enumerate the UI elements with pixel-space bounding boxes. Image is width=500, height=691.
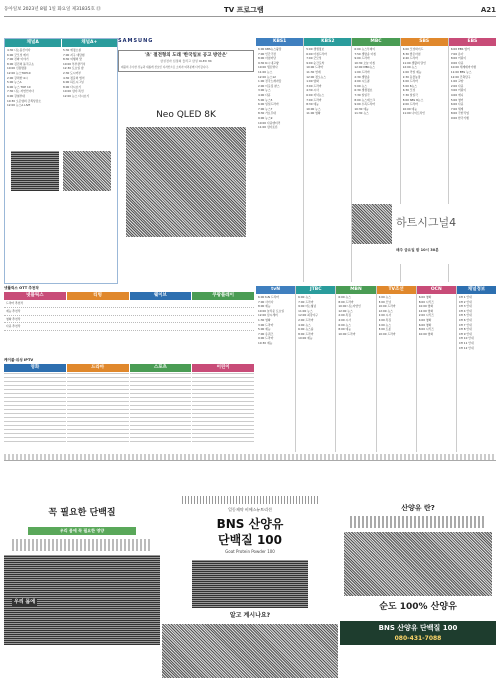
listing-row: 1:00 교양 [450, 79, 464, 84]
ad-left-sub: 우리 몸에 [14, 599, 36, 605]
channel-head: tvN [256, 286, 295, 294]
listing-row: 10:00 세계테마기행 [450, 65, 476, 70]
listing-row: 12:00 뉴스12 [258, 74, 276, 79]
listing-row: 9:00 수목드라마 [354, 102, 376, 107]
channel-a-plus-head: 채널A+ [62, 39, 118, 47]
ott-section [4, 286, 254, 356]
listing-row: 9:00 드라마 [402, 102, 418, 107]
left-channel-heads [5, 39, 117, 47]
listing-row: 9:00 다큐 [450, 60, 464, 65]
listing-row: 6:00 EBS 영어 [450, 47, 470, 51]
listing-row: CH 8 안내 [458, 327, 472, 332]
listing-row: 10:00 영화 [418, 331, 434, 336]
ad-mid-caption: 알고 계시나요? [229, 612, 271, 620]
listing-row: 6:00 뉴스룸 [298, 327, 314, 332]
listing-row: 10:00 신통방통 [7, 66, 27, 71]
listing-row: 7:00 유퀴즈 [258, 331, 274, 336]
listing-row: 1:00 드라마 [354, 69, 370, 74]
iptv-head: 영화 [4, 364, 66, 372]
ott-row: 드라마 추천작 [4, 300, 254, 308]
listing-row: 7:00 뉴스7 [258, 106, 273, 111]
listing-row: 8:00 어린이 [450, 56, 467, 61]
listing-row: 8:30 예능 [306, 102, 319, 107]
listing-row: 9:00 드라마 [258, 336, 274, 341]
listing-row: 4:30 시사 [306, 88, 319, 93]
ad-mid-brand: 일동제약 비에스뉴트리션 [228, 507, 272, 512]
promo-subtitle: 매주 금요일 밤 10시 30분 [396, 248, 439, 252]
left-channel-box [4, 38, 118, 284]
listing-row: 11:00 생활의 달인 [402, 60, 426, 65]
listing-row: 10:00 심야 특선 [63, 89, 84, 94]
listing-row: 12:00 뉴스 [402, 65, 417, 70]
ott-head: 넷플릭스 [4, 292, 66, 300]
listing-row: 6:30 모닝 [402, 88, 416, 93]
listing-row: CH 12 안내 [458, 345, 474, 350]
schedule-column [416, 286, 456, 452]
ad-right-image [344, 532, 492, 596]
samsung-ad [118, 38, 254, 282]
channel-listing [417, 294, 456, 337]
channel-listing [336, 294, 375, 337]
listing-row: 2:00 시사 [378, 313, 392, 318]
schedule-column [335, 286, 375, 452]
fine-print-strip [4, 454, 496, 461]
listing-row: CH 10 안내 [458, 336, 474, 341]
channel-a-plus-listing [61, 47, 117, 109]
channel-listing [256, 294, 295, 347]
listing-row: 7:00 굿모닝 [306, 56, 322, 61]
channel-head: MBC [352, 38, 399, 46]
listing-row: 6:00 뉴스투데이 [354, 47, 376, 51]
listing-row: 7:30 나는 자연인이다 [7, 89, 34, 94]
listing-row: 9:00 강철부대 [7, 93, 25, 98]
listing-row: 12:00 뉴스 [338, 308, 353, 313]
channel-head: EBS [449, 38, 496, 46]
listing-row: 4:00 영화 [418, 317, 432, 322]
listing-row: 8:00 아침마당 [258, 56, 276, 61]
channel-head: MBN [336, 286, 375, 294]
listing-row: 8:00 트롯 [378, 327, 392, 332]
listing-row: 7:00 사이다 [258, 299, 274, 304]
listing-row: 8:00 SBS 8뉴스 [402, 97, 424, 102]
heart-signal-promo [352, 204, 496, 264]
listing-row: 10:30 오늘 아침 [354, 60, 376, 65]
listing-row: 12:00 최강야구 [298, 313, 318, 318]
listing-row: 11:00 뉴스 [258, 69, 273, 74]
listing-row: 7:30 일일극 [402, 92, 418, 97]
listing-row: 7:00 진짜 이야기 [7, 57, 29, 62]
ott-title: 넷플릭스 OTT 추천작 [4, 286, 39, 290]
samsung-logo: SAMSUNG [118, 38, 154, 44]
listing-row: 12:00 정오뉴스 [306, 74, 326, 79]
ott-head: 웨이브 [130, 292, 192, 300]
listing-row: 9:00 드라마 [354, 56, 370, 61]
listing-row: 9:00 한국기행 [450, 115, 469, 120]
listing-row: 10:00 생로병사 [258, 65, 278, 70]
listing-row: 2:30 생방송 [354, 74, 370, 79]
ad-right-product: BNS 산양유 단백질 100 [378, 624, 458, 633]
ad-left-headline: 꼭 필요한 단백질 [48, 508, 116, 518]
anchor-photo [11, 151, 59, 191]
listing-row: 12:00 뉴스TOP10 [7, 70, 31, 75]
channel-head: 채널정보 [457, 286, 496, 294]
listing-row: 12:00 뉴스 다시보기 [63, 93, 90, 98]
listing-row: 4:00 애니 [450, 92, 464, 97]
listing-row: 10:00 드라마 [306, 65, 324, 70]
listing-row: 8:30 가요무대 [258, 111, 276, 116]
listing-row: 12:00 영화 [418, 308, 434, 313]
listing-row: CH 7 안내 [458, 322, 472, 327]
listing-row: 8:00 드라마 [298, 331, 314, 336]
listing-row: 6:30 생생정보 [354, 88, 373, 93]
listing-row: 10:00 나는자연인 [338, 304, 361, 309]
listing-row: 4:00 시트콤 [354, 79, 370, 84]
iptv-column [130, 372, 192, 442]
listing-row: 6:00 뉴스 [298, 295, 311, 299]
tv-product-image [126, 127, 246, 237]
listing-row: 6:00 일일드라마 [258, 102, 279, 107]
listing-row: 1:00 전국노래자랑 [258, 79, 282, 84]
listing-row: 9:00 뉴스9 [258, 115, 273, 120]
listing-row: 4:00 뉴스 [298, 322, 311, 327]
channel-head: SBS [401, 38, 448, 46]
listing-row: CH 5 안내 [458, 313, 472, 318]
listing-row: 10:00 드라마 [338, 331, 356, 336]
iptv-head: 스포츠 [130, 364, 192, 372]
listing-row: 8:30 여행의 맛 [63, 57, 82, 62]
newspaper-issue-info: 동아일보 2023년 8월 1일 화요일 제31835호 ⑬ [4, 7, 101, 12]
listing-row: 4:00 드라마 [402, 79, 418, 84]
listing-row: CH 2 안내 [458, 299, 472, 304]
listing-row: 6:00 뉴스 [338, 295, 351, 299]
listing-row: 6:00 모닝와이드 [402, 47, 424, 51]
listing-row: 9:30 6시 내고향 [258, 60, 279, 65]
ad-right-phone: 080-431-7088 [394, 634, 442, 642]
channel-listing [352, 46, 399, 117]
listing-row: 4:00 다큐 [258, 92, 271, 97]
schedule-column [256, 286, 295, 452]
listing-row: 3:00 드라마 [258, 322, 274, 327]
listing-row: 8:00 뉴스데스크 [354, 97, 376, 102]
listing-row: 6:00 영화 [418, 322, 432, 327]
channel-listing [449, 46, 496, 122]
listing-row: 7:00 지구 대탐험 [63, 52, 85, 57]
mid-schedule-grid [256, 286, 496, 452]
iptv-title: 케이블·위성 IPTV [4, 358, 34, 362]
listing-row: 10:00 다큐멘터리 [258, 120, 281, 125]
listing-row: 2:00 이웃집 찰스 [258, 83, 280, 88]
listing-row: 3:00 뉴스 [258, 88, 271, 93]
listing-row: 5:00 뉴스5 [258, 97, 273, 102]
notice-body: 제품의 우수한 성능과 새롭게 선보인 디자인으로 소비자 여러분께 다가갑니다. [121, 65, 209, 69]
listing-row: 7:50 생방송 아침 [354, 51, 376, 56]
channel-head: OCN [417, 286, 456, 294]
schedule-column [456, 286, 496, 452]
ott-row: 영화 추천작 [4, 316, 254, 324]
listing-row: 6:00 하트시그널 [63, 80, 84, 85]
listing-row: CH 6 안내 [458, 317, 472, 322]
listing-row: 8:00 시리즈 [418, 327, 434, 332]
listing-row: 10:30 오은영의 금쪽상담소 [7, 98, 42, 103]
ott-heads [4, 292, 254, 300]
listing-row: 10:00 예능 [298, 336, 313, 341]
listing-row: 12:30 토요일 밤 [63, 66, 84, 71]
promo-title: 하트시그널4 [396, 216, 457, 229]
channel-listing [296, 294, 335, 342]
channel-head: JTBC [296, 286, 335, 294]
ad-left-text-block [12, 539, 152, 551]
listing-row: 12:00 건축탐구 [450, 74, 471, 79]
notice-title: '초' 절전형의 도래 '한국일보 공고 방안은' [144, 53, 228, 58]
ott-head: 티빙 [67, 292, 129, 300]
listing-row: 11:00 뉴스 [298, 308, 313, 313]
listing-row: CH 1 안내 [458, 295, 472, 299]
channel-listing [256, 46, 303, 131]
channel-listing [304, 46, 351, 117]
channel-listing [401, 46, 448, 117]
listing-row: 6:00 뉴스 TOP 10 [7, 84, 31, 89]
listing-row: 1:00 영화 [306, 79, 319, 84]
listing-row: 8:00 예능 [258, 304, 271, 309]
listing-row: 6:00 KBS뉴스광장 [258, 47, 282, 51]
listing-row: 7:00 드라마 [306, 97, 322, 102]
notice-sub: 삼성전자 심정의 들리고 삼성 OLED 8K [160, 59, 212, 64]
ad-right-text-block [350, 516, 486, 528]
listing-row: 8:00 시리즈 [418, 299, 434, 304]
ad-mid-powder: Goat Protein Powder 100 [225, 548, 275, 554]
listing-row: 5:00 8뉴스 [402, 83, 417, 88]
listing-row: CH 11 안내 [458, 340, 474, 345]
channel-head: KBS2 [304, 38, 351, 46]
ad-left [4, 496, 160, 686]
listing-row: 12:00 뉴스A LIVE [7, 103, 31, 108]
listing-row: 8:30 좋은아침 [402, 51, 421, 56]
samsung-notice [118, 50, 254, 72]
listing-row: 5:00 뉴스A [7, 80, 22, 85]
listing-row: 6:00 tvN 드라마 [258, 295, 280, 299]
listing-row: 5:00 예능 [258, 327, 271, 332]
listing-row: 10:00 드라마 [378, 331, 396, 336]
program-photo [63, 151, 111, 191]
channel-a-listing [5, 47, 61, 109]
listing-row: 6:00 저녁뉴스 [306, 92, 325, 97]
listing-row: 6:00 영화 [418, 295, 432, 299]
listing-row: 11:00 심야토론 [258, 125, 278, 130]
listing-row: 5:30 애정소설 [63, 48, 81, 52]
ott-row: 예능 추천작 [4, 308, 254, 316]
listing-row: 8:00 드라마 [338, 299, 354, 304]
listing-row: 11:00 EBS 뉴스 [450, 69, 472, 74]
listing-row: 10:00 영화 [418, 304, 434, 309]
listing-row: 8:00 모닝 [378, 299, 392, 304]
listing-row: 2:00 특집 [338, 313, 351, 318]
listing-row: 4:00 시사 [338, 317, 351, 322]
channel-head: TV조선 [377, 286, 416, 294]
listing-row: 7:00 세계 [450, 106, 464, 111]
listing-row: 12:00 삼시세끼 [258, 313, 278, 318]
listing-row: 10:00 부부클리닉 [63, 61, 86, 66]
listing-row: 3:00 드라마 [306, 83, 322, 88]
ad-mid [162, 496, 338, 686]
listing-row: CH 9 안내 [458, 331, 472, 336]
listing-row: 6:00 뉴스 [338, 322, 351, 327]
iptv-section [4, 358, 254, 452]
channel-listing [377, 294, 416, 337]
listing-row: 7:00 드라마 [298, 299, 314, 304]
listing-row: 9:00 아는형님 [298, 304, 317, 309]
listing-row: 4:00 특집 [378, 317, 392, 322]
ott-row: 다큐 추천작 [4, 323, 254, 331]
iptv-head: 드라마 [67, 364, 129, 372]
ad-left-band: 우리 몸에 꼭 필요한 영양 [28, 527, 136, 535]
listing-row: 2:00 다큐 [450, 83, 464, 88]
ad-mid-title: BNS 산양유 [216, 516, 284, 531]
iptv-column [192, 372, 254, 442]
iptv-column [4, 372, 66, 442]
channel-listing [457, 294, 496, 351]
listing-row: 10:00 놀라운 토요일 [258, 308, 285, 313]
listing-row: 5:00 영어 [450, 97, 464, 102]
listing-row: 8:00 다시보기 [63, 84, 81, 89]
listing-row: 11:00 영화 [306, 111, 321, 116]
ad-mid-product-image [192, 560, 308, 608]
ott-body [4, 300, 254, 330]
listing-row: 1:00 리얼 예능 [402, 69, 422, 74]
listing-row: 3:00 어린이 [450, 88, 467, 93]
page-header [4, 6, 496, 17]
listing-row: 6:00 다큐 [450, 102, 464, 107]
product-name: Neo QLED 8K [156, 110, 216, 121]
listing-row: 5:00 뉴스 [354, 83, 367, 88]
ad-mid-bottom-image [162, 624, 338, 678]
ad-mid-top-print [182, 496, 318, 504]
listing-row: 8:00 극한직업 [450, 111, 469, 116]
listing-row: 6:00 굿모닝 에이 [7, 52, 29, 57]
listing-row: 7:30 일일극 [354, 92, 370, 97]
channel-head: KBS1 [256, 38, 303, 46]
listing-row: 2:00 강력한 4시 [7, 75, 28, 80]
listing-row: 7:00 유아 [450, 51, 464, 56]
ad-right-question: 산양유 란? [401, 504, 435, 512]
ad-right-tagline: 순도 100% 산양유 [379, 602, 457, 613]
ad-mid-title-2: 단백질 100 [217, 533, 282, 548]
iptv-heads [4, 364, 254, 372]
iptv-column [67, 372, 129, 442]
listing-row: 10:00 뉴스 [306, 106, 321, 111]
listing-row: 4:30 나는몸신이다 [7, 48, 31, 52]
schedule-column [256, 38, 303, 282]
ad-right [340, 496, 496, 686]
ott-head: 쿠팡플레이 [192, 292, 254, 300]
listing-row: 5:00 생생정보 [306, 47, 325, 51]
listing-row: 2:00 시리즈 [418, 313, 434, 318]
listing-row: CH 4 안내 [458, 308, 472, 313]
listing-row: 2:00 드라마 [298, 317, 314, 322]
listing-row: 10:00 예능 [402, 106, 417, 111]
listing-row: 6:00 아침드라마 [306, 51, 327, 56]
schedule-column [295, 286, 335, 452]
page-number: A21 [480, 6, 496, 14]
ad-right-product-band [340, 621, 496, 645]
listing-row: 4:30 정글의 법칙 [63, 75, 85, 80]
listing-row: 9:00 순간포착 [306, 60, 325, 65]
listing-row: 9:40 드라마 [402, 56, 418, 61]
listing-row: 8:00 예능 [338, 327, 351, 332]
listing-row: 1:30 영화 [258, 317, 271, 322]
listing-row: 2:30 도시어부 [63, 70, 81, 75]
listing-row: 12:00 MBC뉴스 [354, 65, 375, 70]
listing-row: 12:00 뉴스 [378, 308, 393, 313]
listing-row: 10:30 예능 [354, 106, 369, 111]
listing-row: 10:00 드라마 [378, 304, 396, 309]
schedule-column [376, 286, 416, 452]
listing-row: 11:00 나이트라인 [402, 111, 426, 116]
listing-row: 10:30 예능 [258, 340, 273, 345]
iptv-body [4, 372, 254, 442]
iptv-head: 어린이 [192, 364, 254, 372]
listing-row: 2:30 동물농장 [402, 74, 421, 79]
listing-row: 8:00 김진의 돌직구쇼 [7, 61, 34, 66]
listing-row: CH 3 안내 [458, 304, 472, 309]
listing-row: 6:00 뉴스 [378, 295, 392, 299]
section-title: TV 프로그램 [224, 6, 264, 14]
listing-row: 7:00 인간극장 [258, 51, 276, 56]
promo-photo [352, 204, 392, 244]
schedule-column [303, 38, 351, 282]
listing-row: 6:00 뉴스 [378, 322, 392, 327]
channel-a-head: 채널A [5, 39, 61, 47]
listing-row: 11:30 뉴스 [354, 111, 369, 116]
listing-row: 11:30 연예 [306, 69, 321, 74]
